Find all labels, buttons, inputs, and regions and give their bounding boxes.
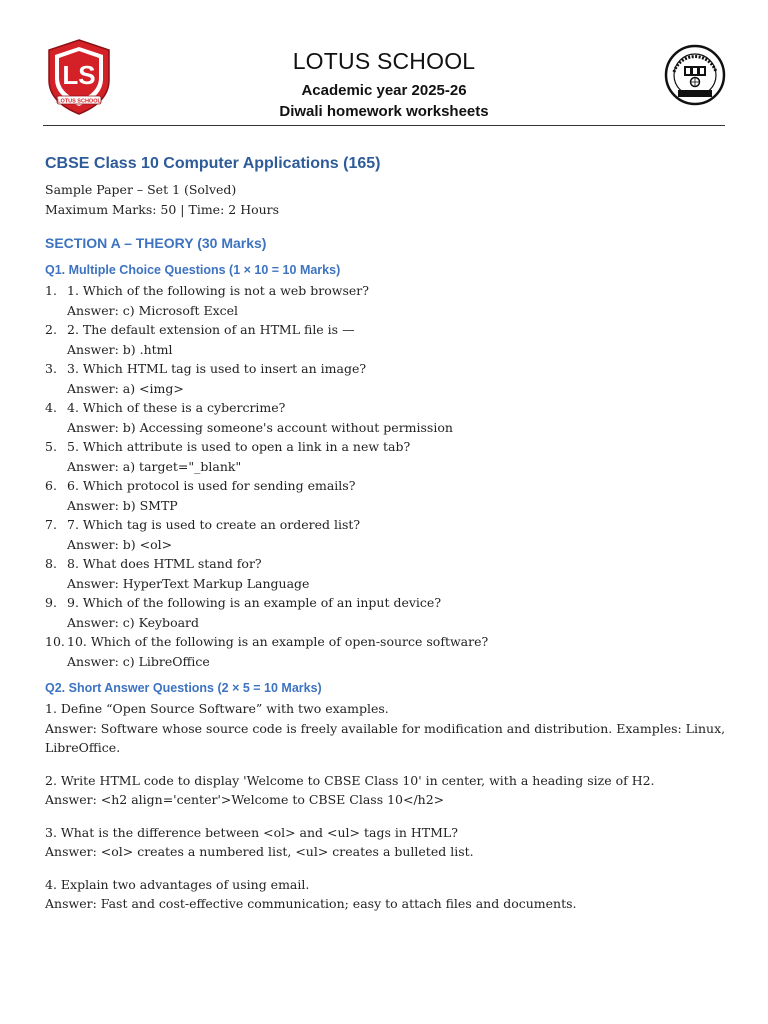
item-number: 4. — [45, 400, 57, 415]
question-text: 3. What is the difference between <ol> and <ul> tags in HTML? — [45, 824, 458, 840]
list-item — [45, 437, 735, 476]
section-a-heading: SECTION A – THEORY (30 Marks) — [45, 235, 267, 251]
question-text: 7. Which tag is used to create an ordered list? — [67, 517, 361, 532]
list-item — [45, 554, 735, 593]
question-text: 10. Which of the following is an example of open-source software? — [67, 634, 489, 649]
answer-text: Answer: c) Microsoft Excel — [67, 302, 239, 318]
answer-text: Answer: b) .html — [67, 341, 173, 357]
question-text: 5. Which attribute is used to open a link in a new tab? — [67, 439, 411, 454]
answer-text: Answer: b) <ol> — [67, 536, 173, 552]
document-subtitle: Sample Paper – Set 1 (Solved) — [45, 182, 237, 197]
list-item — [45, 320, 735, 359]
cbse-emblem-logo — [664, 44, 726, 108]
list-item — [45, 593, 735, 632]
mcq-list — [45, 281, 735, 671]
marks-and-time: Maximum Marks: 50 | Time: 2 Hours — [45, 201, 280, 217]
item-number: 3. — [45, 361, 57, 376]
item-number: 1. — [45, 283, 57, 298]
item-number: 5. — [45, 439, 57, 454]
list-item — [45, 632, 735, 671]
question-text: 9. Which of the following is an example of an input device? — [67, 595, 442, 610]
short-answer-item — [45, 875, 735, 914]
question-text: 4. Explain two advantages of using email. — [45, 876, 310, 892]
question-text: 1. Define “Open Source Software” with two examples. — [45, 701, 389, 716]
list-item — [45, 476, 735, 515]
question-text: 2. Write HTML code to display 'Welcome to CBSE Class 10' in center, with a heading size of H2. — [45, 772, 655, 788]
q2-heading: Q2. Short Answer Questions (2 × 5 = 10 Marks) — [45, 681, 322, 695]
question-text: 2. The default extension of an HTML file is — — [67, 322, 355, 337]
list-item — [45, 281, 735, 320]
answer-text: Answer: Fast and cost-effective communication; easy to attach files and documents. — [45, 896, 577, 911]
item-number: 10. — [45, 634, 65, 649]
answer-text: Answer: <ol> creates a numbered list, <ul> creates a bulleted list. — [45, 844, 474, 859]
school-name: LOTUS SCHOOL — [292, 48, 476, 74]
short-answer-item — [45, 823, 735, 862]
worksheet-title: Diwali homework worksheets — [279, 103, 489, 120]
question-text: 3. Which HTML tag is used to insert an image? — [67, 361, 367, 376]
list-item — [45, 359, 735, 398]
short-answer-item — [45, 699, 735, 758]
answer-text: Answer: b) SMTP — [67, 497, 178, 513]
answer-text: Answer: c) LibreOffice — [67, 653, 210, 669]
list-item — [45, 515, 735, 554]
worksheet-body — [45, 155, 735, 927]
item-number: 2. — [45, 322, 57, 337]
answer-text: Answer: HyperText Markup Language — [67, 575, 310, 591]
question-text: 1. Which of the following is not a web browser? — [67, 283, 369, 298]
question-text: 8. What does HTML stand for? — [67, 556, 262, 571]
list-item — [45, 398, 735, 437]
answer-text: Answer: c) Keyboard — [67, 614, 200, 630]
item-number: 7. — [45, 517, 57, 532]
answer-text: Answer: b) Accessing someone's account without permission — [67, 419, 453, 435]
item-number: 9. — [45, 595, 57, 610]
logo-letters: LS — [62, 60, 96, 90]
academic-year: Academic year 2025-26 — [301, 82, 467, 99]
answer-text: Answer: a) target="_blank" — [67, 458, 242, 474]
answer-text: Answer: a) <img> — [67, 380, 184, 396]
logo-ribbon-text: LOTUS SCHOOL — [57, 98, 101, 105]
q1-heading: Q1. Multiple Choice Questions (1 × 10 = 10 Marks) — [45, 263, 341, 277]
question-text: 4. Which of these is a cybercrime? — [67, 400, 286, 415]
item-number: 8. — [45, 556, 57, 571]
document-title: CBSE Class 10 Computer Applications (165) — [45, 155, 381, 172]
short-answer-item — [45, 771, 735, 810]
header-divider — [43, 125, 725, 126]
answer-text: Answer: <h2 align='center'>Welcome to CBSE Class 10</h2> — [45, 792, 445, 807]
question-text: 6. Which protocol is used for sending emails? — [67, 478, 356, 493]
item-number: 6. — [45, 478, 57, 493]
answer-text: Answer: Software whose source code is freely available for modification and distribution. Examples: Linux, LibreOffice. — [45, 720, 726, 755]
